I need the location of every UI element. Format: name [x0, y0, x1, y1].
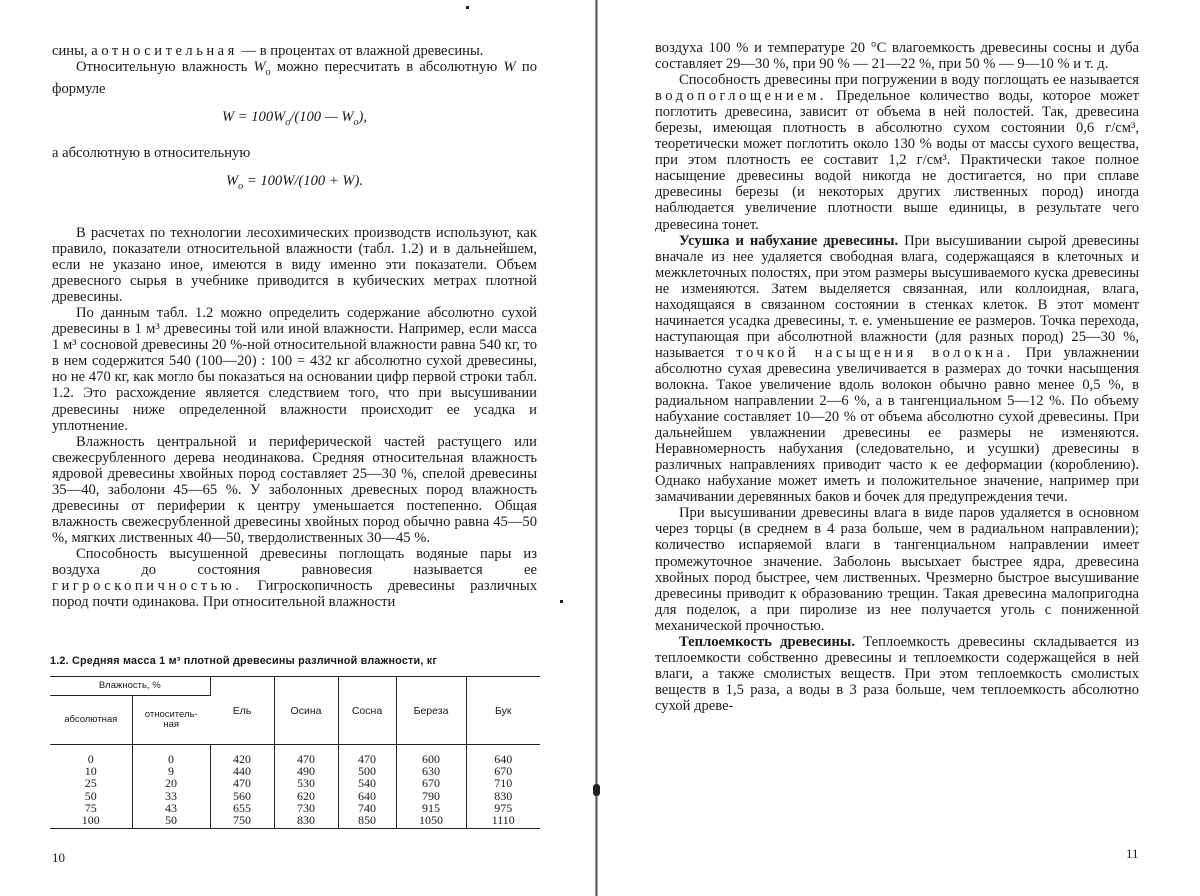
text-run: ),	[358, 109, 368, 126]
table-row	[50, 745, 540, 766]
table-group-header: Влажность, %	[50, 677, 210, 696]
table-header-species: Береза	[396, 677, 466, 745]
moisture-mass-table	[50, 676, 540, 829]
paragraph	[655, 505, 1139, 633]
text-run: При увлажнении абсолютно сухая древесина увеличивается в размерах до точки насыщения волокна. Такое увеличение вдоль волокон обычно равно менее 0,5 %, в радиальном направлении 2—6 %, а в тангенциальном 5—12 %. По объему набухание составляет 10—20 % от объема абсолютно сухой древесины. При дальнейшем увлажнении древесины ее размеры не изменяются. Неравномерность набухания (следовательно, и усушки) древесины в различных направлениях приводит часто к ее деформации (короблению). Однако набухание может иметь и положительное значение, например при замачивании деревянных баков и бочек для предупреждения течи.	[655, 344, 1140, 506]
term-emphasis: гигроскопичностью.	[52, 578, 243, 595]
text-run: Способность высушенной древесины поглощать водяные пары из воздуха до состояния равновесия называется ее	[52, 545, 537, 578]
table-cell: 730	[274, 802, 338, 814]
text-run: о	[238, 180, 244, 192]
text-run: W	[503, 59, 516, 76]
table-caption: 1.2. Средняя масса 1 м³ плотной древесины различной влажности, кг	[50, 655, 438, 667]
table-cell: 655	[210, 802, 274, 814]
table-row	[50, 802, 540, 814]
table-row	[50, 765, 540, 777]
scan-dot	[593, 784, 600, 796]
text-run: Способность древесины при погружении в воду поглощать ее называется	[679, 72, 1139, 89]
table-cell: 830	[494, 788, 513, 803]
table-cell: 750	[210, 814, 274, 829]
table-cell: 490	[274, 765, 338, 777]
text-run: о	[353, 116, 359, 128]
table-header-species: Сосна	[338, 677, 396, 745]
table-cell: 75	[50, 802, 132, 814]
text-run: можно пересчитать в абсолютную	[270, 59, 504, 76]
paragraph	[655, 72, 1139, 232]
table-row	[50, 814, 540, 829]
text-run: — в процентах от влажной древесины.	[237, 43, 484, 59]
paragraph	[52, 145, 537, 161]
term-emphasis: точкой насыщения волокна.	[736, 344, 1014, 361]
table-cell: 620	[274, 790, 338, 802]
table-header-species: Ель	[210, 677, 274, 745]
table-cell: 530	[274, 777, 338, 789]
table-cell: 500	[338, 765, 396, 777]
table-cell: 9	[132, 765, 210, 777]
section-heading: Теплоемкость древесины.	[679, 633, 855, 650]
text-run: W = 100W	[221, 109, 286, 126]
text-run: При высушивании древесины влага в виде паров удаляется в основном через торцы (в среднем в 4 раза больше, чем в радиальном направлении); количество испаряемой влаги в тангенциальном направлении имеет промежуточное значение. Заболонь высыхает быстрее ядра, древесина хвойных пород быстрее, чем лиственных. Чрезмерно быстрое высушивание древесины приводит к образованию трещин. Такая древесина малопригодна для поделок, а при пиролизе из нее получается уголь с пониженной механической прочностью.	[655, 505, 1139, 634]
paragraph	[655, 40, 1139, 72]
term-emphasis: относительная	[101, 43, 238, 59]
paragraph	[52, 546, 537, 610]
paragraph	[52, 43, 537, 59]
scan-dot	[466, 6, 469, 9]
table-cell: 600	[396, 745, 466, 766]
table-cell: 43	[132, 802, 210, 814]
paragraph	[655, 634, 1139, 714]
table-row	[50, 777, 540, 789]
text-run: Гигроскопичность древесины различных пород почти одинакова. При относительной влажности	[52, 578, 537, 611]
table-subheader-relative: относитель-ная	[132, 696, 210, 745]
left-page-text	[52, 43, 537, 610]
text-run: Влажность центральной и периферической частей растущего или свежесрубленного дерева неодинакова. Средняя относительная влажность ядровой древесины хвойных пород составляет 25—30 %, спелой древесины 35—40, заболони 45—65 %. У заболонных древесных пород влажность древесины от периферии к центру уменьшается постепенно. Общая влажность свежесрубленной древесины хвойных пород обычно равна 45—50 %, мягких лиственных 40—50, твердолиственных 30—45 %.	[52, 433, 537, 546]
paragraph	[52, 59, 537, 97]
table-cell: 540	[338, 777, 396, 789]
table-cell: 740	[338, 802, 396, 814]
text-run: По данным табл. 1.2 можно определить содержание абсолютно сухой древесины в 1 м³ древесины той или иной влажности. Например, если масса 1 м³ сосновой древесины 20 %-ной относительной влажности равна 540 кг, то в нем содержится 540 (100—20) : 100 = 432 кг абсолютно сухой древесины, но не 470 кг, как могло бы показаться на основании цифр первой строки табл. 1.2. Это расхождение является следствием того, что при высушивании древесины ниже определенной влажности происходит ее усадка и уплотнение.	[52, 305, 537, 434]
table-cell: 670	[396, 777, 466, 789]
table-row	[50, 790, 540, 802]
left-page	[0, 0, 596, 896]
table-cell: 470	[338, 745, 396, 766]
table-cell: 1050	[396, 814, 466, 829]
table-cell: 440	[210, 765, 274, 777]
table-cell: 630	[396, 765, 466, 777]
table-cell: 710	[494, 776, 513, 791]
scan-dot	[560, 600, 563, 603]
text-run: Теплоемкость древесины складывается из теплоемкости собственно древесины и теплоемкости содержащейся в ней влаги, а также смолистых веществ. При этом теплоемкость смолистых веществ в 1,5 раза, а воды в 3 раза больше, чем теплоемкость абсолютно сухой древе-	[655, 633, 1140, 714]
table-cell: 0	[132, 745, 210, 766]
table-cell: 850	[338, 814, 396, 829]
table-cell: 790	[396, 790, 466, 802]
text-run: сины, а	[52, 43, 102, 59]
text-run: воздуха 100 % и температуре 20 °С влагоемкость древесины сосны и дуба составляет 29—30 %, при 90 % — 21—22 %, при 50 % — 9—10 % и т. д.	[655, 40, 1139, 73]
paragraph-gap	[52, 209, 537, 225]
formula	[52, 109, 537, 131]
table-cell: 640	[338, 790, 396, 802]
table-cell: 20	[132, 777, 210, 789]
table-cell: 25	[50, 777, 132, 789]
table-cell: 830	[274, 814, 338, 829]
text-run: = 100W/(100 + W).	[243, 173, 363, 190]
text-run: о	[285, 116, 291, 128]
text-run: а абсолютную в относительную	[52, 145, 251, 161]
table-cell: 975	[494, 800, 513, 815]
table-header-species: Бук	[466, 677, 540, 745]
table-cell: 470	[274, 745, 338, 766]
table-cell: 560	[210, 790, 274, 802]
text-run: W	[226, 173, 239, 190]
table-cell: 10	[50, 765, 132, 777]
text-run: Предельное количество воды, которое может поглотить древесина, зависит от объема в ней полостей. Так, древесина березы, имеющая плотность в абсолютно сухом состоянии 0,6 г/см³, теоретически может поглотить около 130 % воды от массы сухого вещества, при этом плотность ее составит 1,2 г/см³. Практически такое полное насыщение древесины водой никогда не достигается, но при сплаве древесины березы (и некоторых других лиственных пород) иногда наблюдается увеличение плотности выше единицы, в результате чего древесина тонет.	[655, 88, 1139, 233]
page-number-right: 11	[1126, 846, 1139, 861]
text-run: Относительную влажность	[76, 59, 254, 76]
text-run: /(100 — W	[290, 109, 354, 126]
table-cell: 470	[210, 777, 274, 789]
table-cell: 640	[494, 752, 513, 766]
table-cell: 420	[210, 745, 274, 766]
text-run: В расчетах по технологии лесохимических производств используют, как правило, показатели относительной влажности (табл. 1.2) и в дальнейшем, если не указано иное, имеются в виду именно эти показатели. Объем древесного сырья в учебнике приводится в кубических метрах плотной древесины.	[52, 225, 537, 306]
text-run: о	[265, 66, 271, 78]
paragraph	[52, 305, 537, 433]
section-heading: Усушка и набухание древесины.	[679, 232, 899, 249]
table-cell: 915	[396, 802, 466, 814]
table-subheader-absolute: абсолютная	[50, 696, 132, 745]
table-header-species: Осина	[274, 677, 338, 745]
table-cell: 100	[50, 814, 132, 829]
term-emphasis: водопоглощением.	[655, 88, 828, 105]
text-run: по формуле	[52, 59, 537, 97]
paragraph	[655, 233, 1139, 506]
table-cell: 1110	[466, 814, 540, 829]
table-cell: 670	[494, 764, 513, 779]
table-cell: 50	[50, 790, 132, 802]
text-run: При высушивании сырой древесины вначале из нее удаляется свободная влага, содержащаяся в клеточных и межклеточных полостях, при этом размеры высушиваемого куска древесины не изменяются. Затем выделяется связанная, или коллоидная, влага, находящаяся в связанном состоянии в стенках клеток. В этот момент начинается усадка древесины, т. е. уменьшение ее размеров. Точка перехода, наступающая при абсолютной влажности (для разных пород) 25—30 %, называется	[655, 232, 1139, 361]
table-cell: 0	[50, 745, 132, 766]
paragraph	[52, 434, 537, 546]
page-number-left: 10	[52, 850, 65, 865]
book-spine	[595, 0, 598, 896]
table-cell: 50	[132, 814, 210, 829]
right-page	[600, 0, 1200, 896]
right-page-text	[655, 40, 1139, 714]
formula	[52, 173, 537, 195]
paragraph	[52, 225, 537, 305]
table-cell: 33	[132, 790, 210, 802]
text-run: W	[253, 59, 266, 76]
